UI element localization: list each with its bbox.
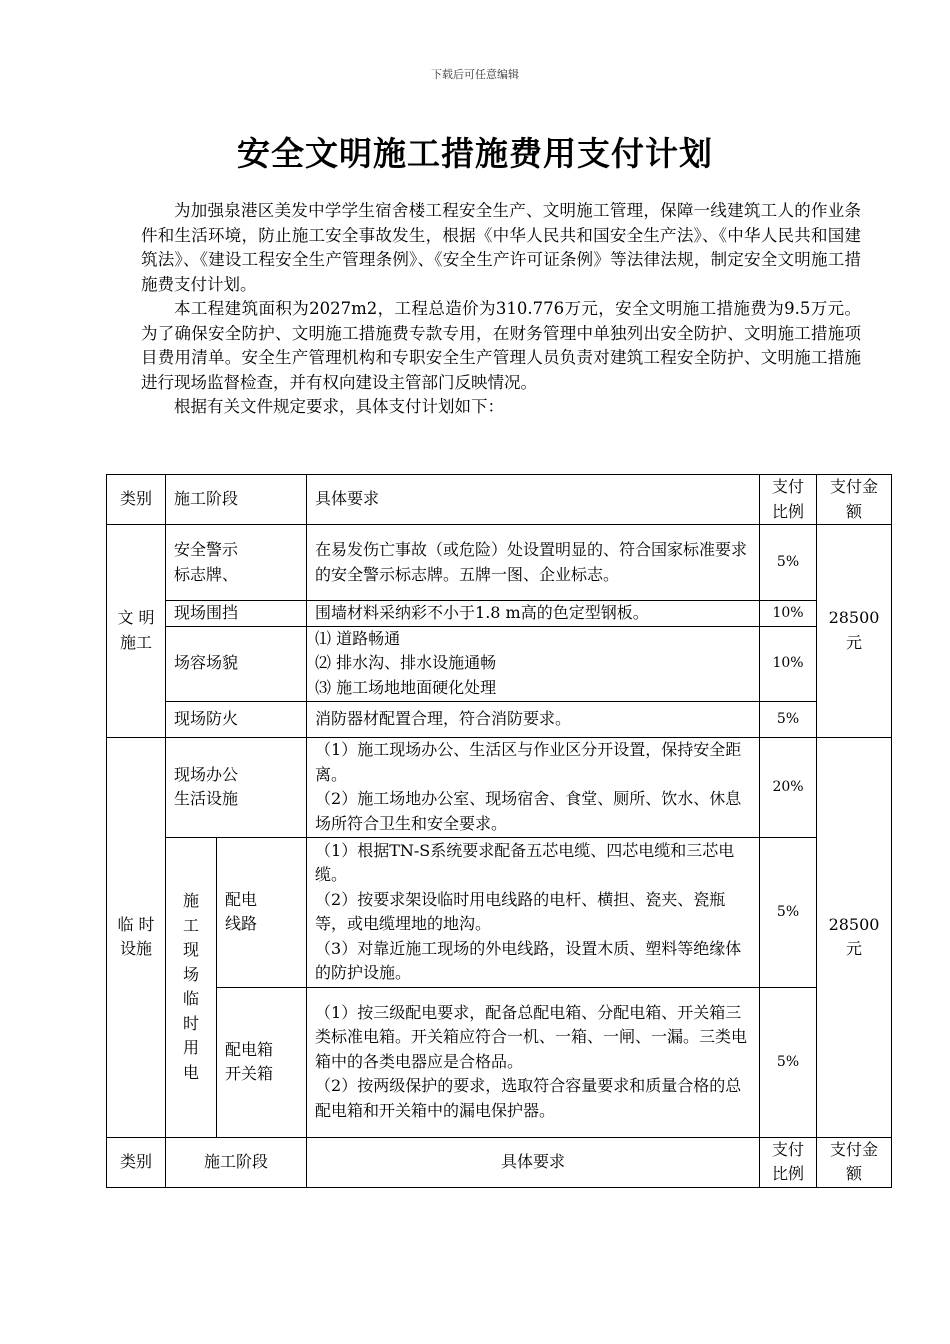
requirement-office-facilities: [307, 737, 760, 837]
temporary-power-char: 工: [182, 915, 199, 935]
table-header-row: [107, 475, 892, 525]
category-temp: [107, 737, 166, 1137]
footer-ratio-line1: 支付: [772, 1139, 805, 1159]
footer-stage: 施工阶段: [166, 1137, 307, 1187]
amount-civil: 28500元: [817, 525, 892, 738]
footer-amount-line1: 支付金: [830, 1139, 879, 1159]
requirement-power-lines-item2: （2）按要求架设临时用电线路的电杆、横担、瓷夹、瓷瓶等，或电缆埋地的地沟。: [315, 889, 726, 933]
temporary-power-char: 时: [182, 1013, 199, 1033]
stage-temporary-power: [166, 837, 217, 1137]
ratio-fire-prevention: 5%: [760, 701, 817, 737]
header-stage: 施工阶段: [166, 475, 307, 525]
footer-ratio-line2: 比例: [772, 1164, 805, 1183]
requirement-power-lines-item3: （3）对靠近施工现场的外电线路，设置木质、塑料等绝缘体的防护设施。: [315, 938, 742, 982]
requirement-warning-signs: 在易发伤亡事故（或危险）处设置明显的、符合国家标准要求的安全警示标志牌。五牌一图、企业标志。: [307, 525, 760, 601]
requirement-distribution-boxes-item1: （1）按三级配电要求，配备总配电箱、分配电箱、开关箱三类标准电箱。开关箱应符合一机、一箱、一闸、一漏。三类电箱中的各类电器应是合格品。: [315, 1002, 748, 1071]
ratio-distribution-boxes: 5%: [760, 987, 817, 1137]
table-row: [107, 601, 892, 627]
header-requirement: 具体要求: [307, 475, 760, 525]
requirement-office-facilities-item1: （1）施工现场办公、生活区与作业区分开设置，保持安全距离。: [315, 740, 742, 784]
table-row: [107, 737, 892, 837]
header-ratio-line1: 支付: [772, 477, 805, 496]
temporary-power-char: 用: [182, 1038, 199, 1057]
stage-warning-signs: [166, 525, 307, 601]
stage-distribution-boxes-line2: 开关箱: [225, 1064, 274, 1083]
footer-requirement: 具体要求: [307, 1137, 760, 1187]
temporary-power-char: 施: [182, 891, 199, 910]
footer-amount: [817, 1137, 892, 1187]
footer-ratio: [760, 1137, 817, 1187]
temporary-power-char: 临: [182, 989, 199, 1008]
requirement-power-lines-item1: （1）根据TN-S系统要求配备五芯电缆、四芯电缆和三芯电缆。: [315, 840, 735, 884]
payment-plan-table: [106, 474, 892, 1188]
stage-office-facilities-line1: 现场办公: [174, 764, 239, 784]
stage-warning-signs-line1: 安全警示: [174, 540, 239, 559]
header-ratio-line2: 比例: [772, 501, 805, 521]
stage-fire-prevention: 现场防火: [166, 701, 307, 737]
footer-category: 类别: [107, 1137, 166, 1187]
requirement-site-appearance-line2: ⑵ 排水沟、排水设施通畅: [315, 653, 497, 673]
header-amount: [817, 475, 892, 525]
paragraph-costs: 本工程建筑面积为2027m2，工程总造价为310.776万元，安全文明施工措施费为9.5万元。为了确保安全防护、文明施工措施费专款专用，在财务管理中单独列出安全防护、文明施工措施项目费用清单。安全生产管理机构和专职安全生产管理人员负责对建筑工程安全防护、文明施工措施进行现场监督检查，并有权向建设主管部门反映情况。: [141, 299, 861, 392]
requirement-enclosure: 围墙材料采纳彩不小于1.8 m高的色定型钢板。: [307, 601, 760, 627]
category-civil: [107, 525, 166, 738]
ratio-warning-signs: 5%: [760, 525, 817, 601]
stage-enclosure: 现场围挡: [166, 601, 307, 627]
ratio-power-lines: 5%: [760, 837, 817, 987]
category-temp-line1: 临 时: [117, 914, 155, 934]
requirement-site-appearance-line1: ⑴ 道路畅通: [315, 628, 401, 648]
paragraph-lead: 根据有关文件规定要求，具体支付计划如下：: [174, 397, 504, 416]
temporary-power-char: 场: [182, 964, 199, 984]
table-row: [107, 701, 892, 737]
stage-power-lines: [217, 837, 307, 987]
requirement-distribution-boxes: [307, 987, 760, 1137]
category-civil-line2: 施工: [119, 632, 152, 652]
body-text: [141, 199, 861, 420]
table-row: [107, 987, 892, 1137]
table-row: [107, 626, 892, 701]
footer-amount-line2: 额: [846, 1164, 863, 1183]
requirement-fire-prevention: 消防器材配置合理，符合消防要求。: [307, 701, 760, 737]
requirement-site-appearance-line3: ⑶ 施工场地地面硬化处理: [315, 677, 497, 697]
stage-site-appearance: 场容场貌: [166, 626, 307, 701]
header-note: 下载后可任意编辑: [431, 68, 519, 81]
requirement-site-appearance: [307, 626, 760, 701]
ratio-enclosure: 10%: [760, 601, 817, 627]
header-amount-line2: 额: [846, 501, 863, 521]
table-row: [107, 525, 892, 601]
stage-office-facilities-line2: 生活设施: [174, 789, 239, 808]
temporary-power-char: 现: [182, 940, 199, 959]
stage-distribution-boxes: [217, 987, 307, 1137]
stage-distribution-boxes-line1: 配电箱: [225, 1039, 274, 1059]
header-category: 类别: [107, 475, 166, 525]
stage-power-lines-line2: 线路: [225, 914, 258, 933]
amount-temp: 28500元: [817, 737, 892, 1137]
table-row: [107, 837, 892, 987]
paragraph-intro: 为加强泉港区美发中学学生宿舍楼工程安全生产、文明施工管理，保障一线建筑工人的作业条件和生活环境，防止施工安全事故发生，根据《中华人民共和国安全生产法》、《中华人民共和国建筑法》、《建设工程安全生产管理条例》、《安全生产许可证条例》等法律法规，制定安全文明施工措施费支付计划。: [141, 201, 861, 294]
header-ratio: [760, 475, 817, 525]
ratio-office-facilities: 20%: [760, 737, 817, 837]
stage-warning-signs-line2: 标志牌、: [174, 564, 239, 584]
category-temp-line2: 设施: [119, 939, 152, 958]
category-civil-line1: 文 明: [117, 608, 155, 628]
page-title: 安全文明施工措施费用支付计划: [237, 134, 713, 173]
requirement-power-lines: [307, 837, 760, 987]
stage-office-facilities: [166, 737, 307, 837]
requirement-distribution-boxes-item2: （2）按两级保护的要求，选取符合容量要求和质量合格的总配电箱和开关箱中的漏电保护器。: [315, 1076, 742, 1120]
table-footer-row: [107, 1137, 892, 1187]
requirement-office-facilities-item2: （2）施工场地办公室、现场宿舍、食堂、厕所、饮水、休息场所符合卫生和安全要求。: [315, 789, 742, 833]
ratio-site-appearance: 10%: [760, 626, 817, 701]
temporary-power-char: 电: [182, 1062, 199, 1082]
header-amount-line1: 支付金: [830, 477, 879, 496]
stage-power-lines-line1: 配电: [225, 889, 258, 909]
